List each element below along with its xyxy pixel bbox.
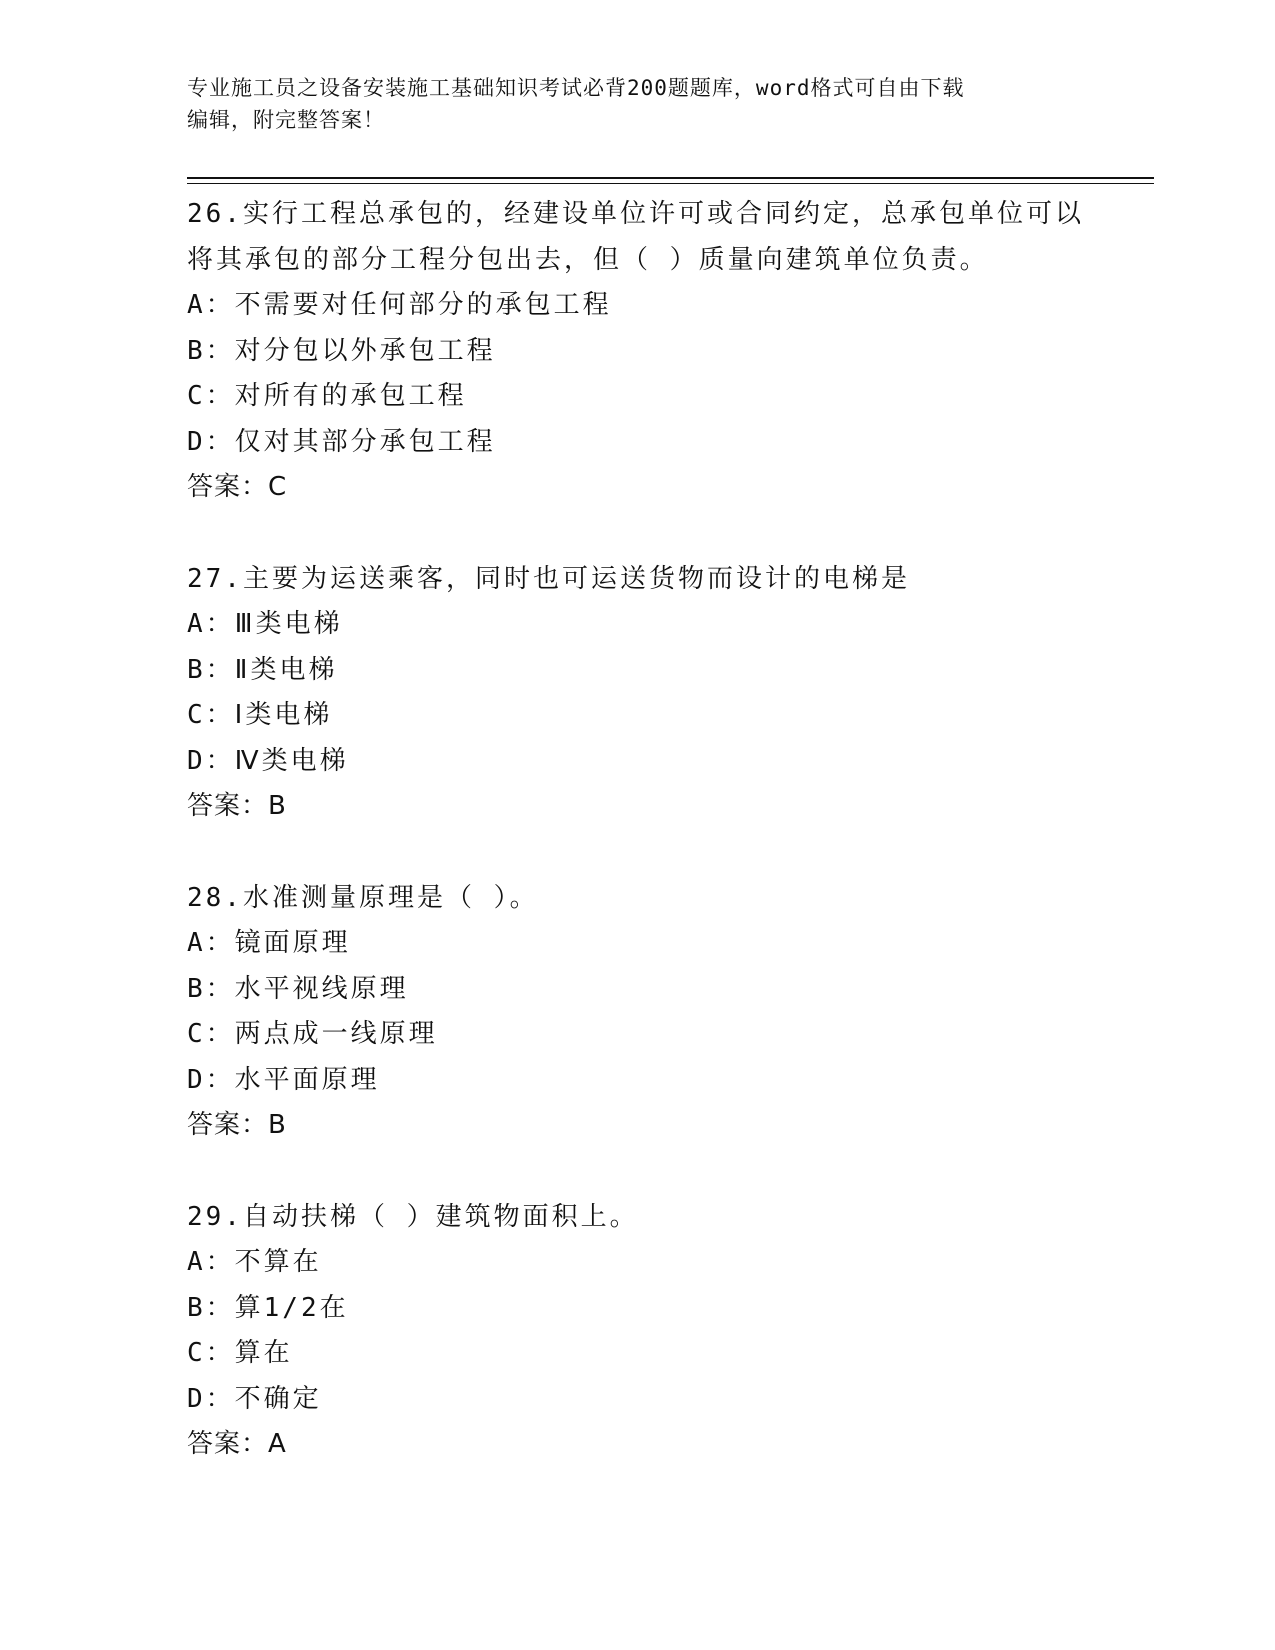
option-a: A：镜面原理 bbox=[187, 928, 351, 958]
option-b: B：水平视线原理 bbox=[187, 973, 409, 1004]
question-26 bbox=[187, 192, 1117, 511]
header-divider-thin bbox=[187, 183, 1154, 184]
question-stem: 27.主要为运送乘客，同时也可运送货物而设计的电梯是 bbox=[187, 563, 910, 594]
option-d: D：Ⅳ类电梯 bbox=[187, 745, 349, 776]
question-29 bbox=[187, 1195, 1117, 1468]
answer-line: 答案：B bbox=[187, 1110, 287, 1140]
document-header bbox=[187, 72, 1087, 136]
question-27 bbox=[187, 557, 1117, 830]
option-b: B：Ⅱ类电梯 bbox=[187, 654, 338, 685]
option-c: C：两点成一线原理 bbox=[187, 1019, 438, 1049]
answer-line: 答案：C bbox=[187, 472, 288, 502]
question-stem: 28.水准测量原理是（ ）。 bbox=[187, 882, 539, 913]
question-28 bbox=[187, 876, 1117, 1149]
option-b: B：对分包以外承包工程 bbox=[187, 335, 496, 366]
option-b: B：算1/2在 bbox=[187, 1292, 349, 1323]
option-a: A：不算在 bbox=[187, 1247, 322, 1277]
option-c: C：Ⅰ类电梯 bbox=[187, 700, 333, 730]
header-line-1: 专业施工员之设备安装施工基础知识考试必背200题题库，word格式可自由下载 bbox=[187, 76, 965, 100]
answer-line: 答案：A bbox=[187, 1429, 287, 1459]
question-list bbox=[187, 192, 1117, 1514]
option-c: C：对所有的承包工程 bbox=[187, 381, 467, 411]
option-a: A：Ⅲ类电梯 bbox=[187, 609, 343, 639]
option-d: D：不确定 bbox=[187, 1383, 322, 1414]
answer-line: 答案：B bbox=[187, 791, 287, 821]
question-stem: 29.自动扶梯（ ）建筑物面积上。 bbox=[187, 1201, 639, 1232]
header-line-2: 编辑，附完整答案！ bbox=[187, 108, 385, 132]
option-d: D：水平面原理 bbox=[187, 1064, 380, 1095]
option-c: C：算在 bbox=[187, 1338, 293, 1368]
option-a: A：不需要对任何部分的承包工程 bbox=[187, 290, 612, 320]
question-stem: 26.实行工程总承包的，经建设单位许可或合同约定，总承包单位可以 bbox=[187, 199, 1084, 229]
header-divider-thick bbox=[187, 177, 1154, 179]
question-stem: 将其承包的部分工程分包出去，但（ ）质量向建筑单位负责。 bbox=[187, 244, 989, 275]
option-d: D：仅对其部分承包工程 bbox=[187, 426, 496, 457]
